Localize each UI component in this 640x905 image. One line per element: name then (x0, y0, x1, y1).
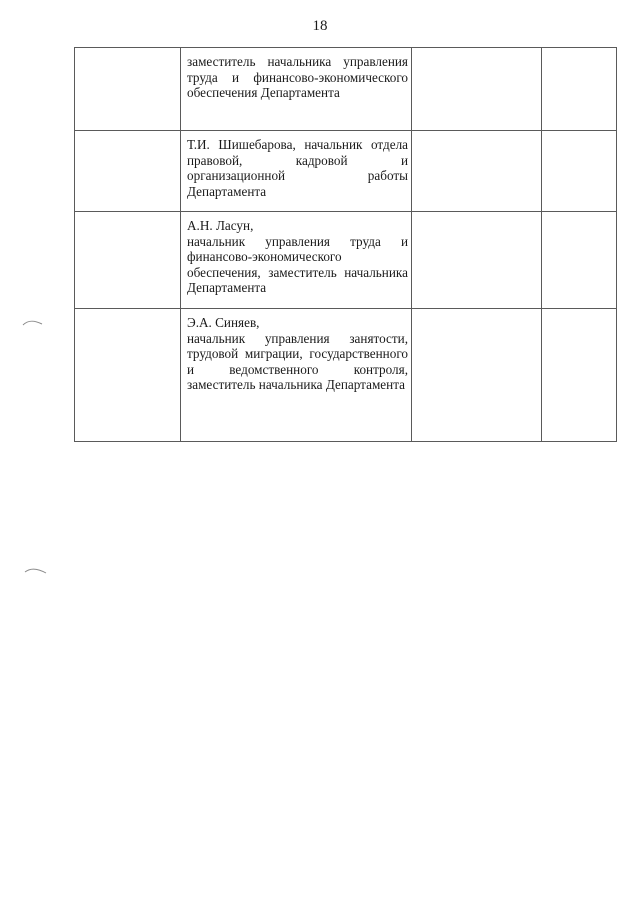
date-cell (542, 131, 617, 212)
date-cell (542, 48, 617, 131)
table-row (75, 131, 617, 212)
signatory-cell (181, 309, 412, 442)
signature-cell (412, 212, 542, 309)
scan-mark-2 (24, 566, 48, 576)
page-number: 18 (312, 18, 328, 34)
empty-cell (75, 309, 181, 442)
table-row (75, 48, 617, 131)
signature-cell (412, 48, 542, 131)
signatory-text: Э.А. Синяев, начальник управления занятости, трудовой миграции, государственного и ведомственного контроля, заместитель начальника Департамента (187, 315, 408, 392)
date-cell (542, 309, 617, 442)
empty-cell (75, 131, 181, 212)
signatory-text: заместитель начальника управления труда и финансово-экономического обеспечения Департамента (187, 54, 408, 100)
date-cell (542, 212, 617, 309)
signature-cell (412, 131, 542, 212)
signatory-cell (181, 131, 412, 212)
signature-cell (412, 309, 542, 442)
signatory-text: Т.И. Шишебарова, начальник отдела правовой, кадровой и организационной работы Департамента (187, 137, 408, 199)
scan-mark-1 (22, 318, 44, 328)
table-row (75, 309, 617, 442)
approval-table (74, 47, 617, 442)
signatory-text: А.Н. Ласун, начальник управления труда и финансово-экономического обеспечения, заместитель начальника Департамента (187, 218, 408, 295)
empty-cell (75, 212, 181, 309)
table-row (75, 212, 617, 309)
signatory-cell (181, 48, 412, 131)
signatory-cell (181, 212, 412, 309)
empty-cell (75, 48, 181, 131)
